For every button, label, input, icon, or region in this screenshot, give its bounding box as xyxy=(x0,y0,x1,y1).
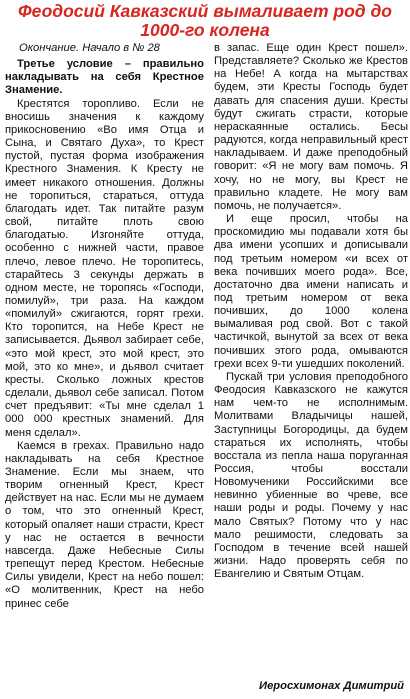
article-paragraph: Крестятся торопливо. Если не вносишь значения к каждому прикосновению «Во имя Отца и Сына, и Святаго Духа», то Крест пустой, пустая форма изображения Крестного Знамения. К Кресту не имеет никакого отношения. Должны не торопиться, стараться, оттуда благодать идет. Так питайте разум свой, питайте плоть свою благодатью. Изгоняйте оттуда, особенно с нижней части, правое плечо, левое плечо. Не торопитесь, старайтесь 3 секунды держать в одном месте, не торопясь «Господи, помилуй», три раза. На каждом «помилуй» сжигаются, горят грехи. Кто торопится, на Небе Крест не записывается. Дьявол забирает себе, «это мой крест, это мой крест, это мой, это ко мне», и дьявол считает кресты. Сколько ложных крестов сделали, дьявол себе записал. Потом счет предъявит: «Ты мне сделал 1 000 000 крестных знамений. Для меня сделал». xyxy=(5,97,204,439)
article-paragraph: в запас. Еще один Крест пошел». Представляете? Сколько же Крестов на Небе! А когда на мытарствах будем, эти Кресты Господь будет давать для спасения души. Кресты будут сжигать страсти, которые нераскаянные остались. Бесы радуются, когда неправильный крест накладываем. И даже преподобный говорит: «Я не могу вам помочь. Я хочу, но не могу, вы Крест не правильно кладете. Не могу вам помочь, не получается». xyxy=(214,42,408,212)
article-headline: Феодосий Кавказский вымаливает род до 1000-го колена xyxy=(18,1,392,40)
left-column xyxy=(5,42,204,611)
right-column xyxy=(214,42,408,581)
article-paragraph: Каемся в грехах. Правильно надо накладывать на себя Крестное Знамение. Если мы знаем, что творим огненный Крест, Крест действует на нас. Если мы не думаем о том, что это огненный Крест, который опаляет наши страсти, Крест у нас не остается в вечности навсегда. Даже Небесные Силы трепещут перед Крестом. Небесные Силы увидели, Крест на небо пошел: «О молитвенник, Крест на небо принес себе xyxy=(5,439,204,610)
author-signature: Иеросхимонах Димитрий xyxy=(259,680,404,692)
article-paragraph: И еще просил, чтобы на проскомидию мы подавали хотя бы два имени усопших и дописывали под третьим номером «и всех от века почивших моего рода». Все, достаточно два имени написать и под третьим номером от века почивших, до 1000 колена вымаливая род свой. Вот с такой частичкой, вынутой за всех от века почивших этого рода, омываются грехи всех 9-ти ушедших поколений. xyxy=(214,213,408,370)
article-lead: Третье условие – правильно накладывать на себя Крестное Знамение. xyxy=(5,58,204,97)
article-paragraph: Пускай три условия преподобного Феодосия Кавказского не кажутся нам чем-то не исполнимым. Молитвами Владычицы нашей, Заступницы Богородицы, да будем стараться их исполнять, чтобы восстала из пепла наша поруганная Россия, чтобы восстали Новомученики Российскими все невинно убиенные во чреве, все наши роды и роды. Почему у нас мало Святых? Потому что у нас мало решимости, следовать за Господом в течение всей нашей жизни. Надо проверять себя по Евангелию и Святым Отцам. xyxy=(214,370,408,581)
continuation-note: Окончание. Начало в № 28 xyxy=(19,42,160,54)
